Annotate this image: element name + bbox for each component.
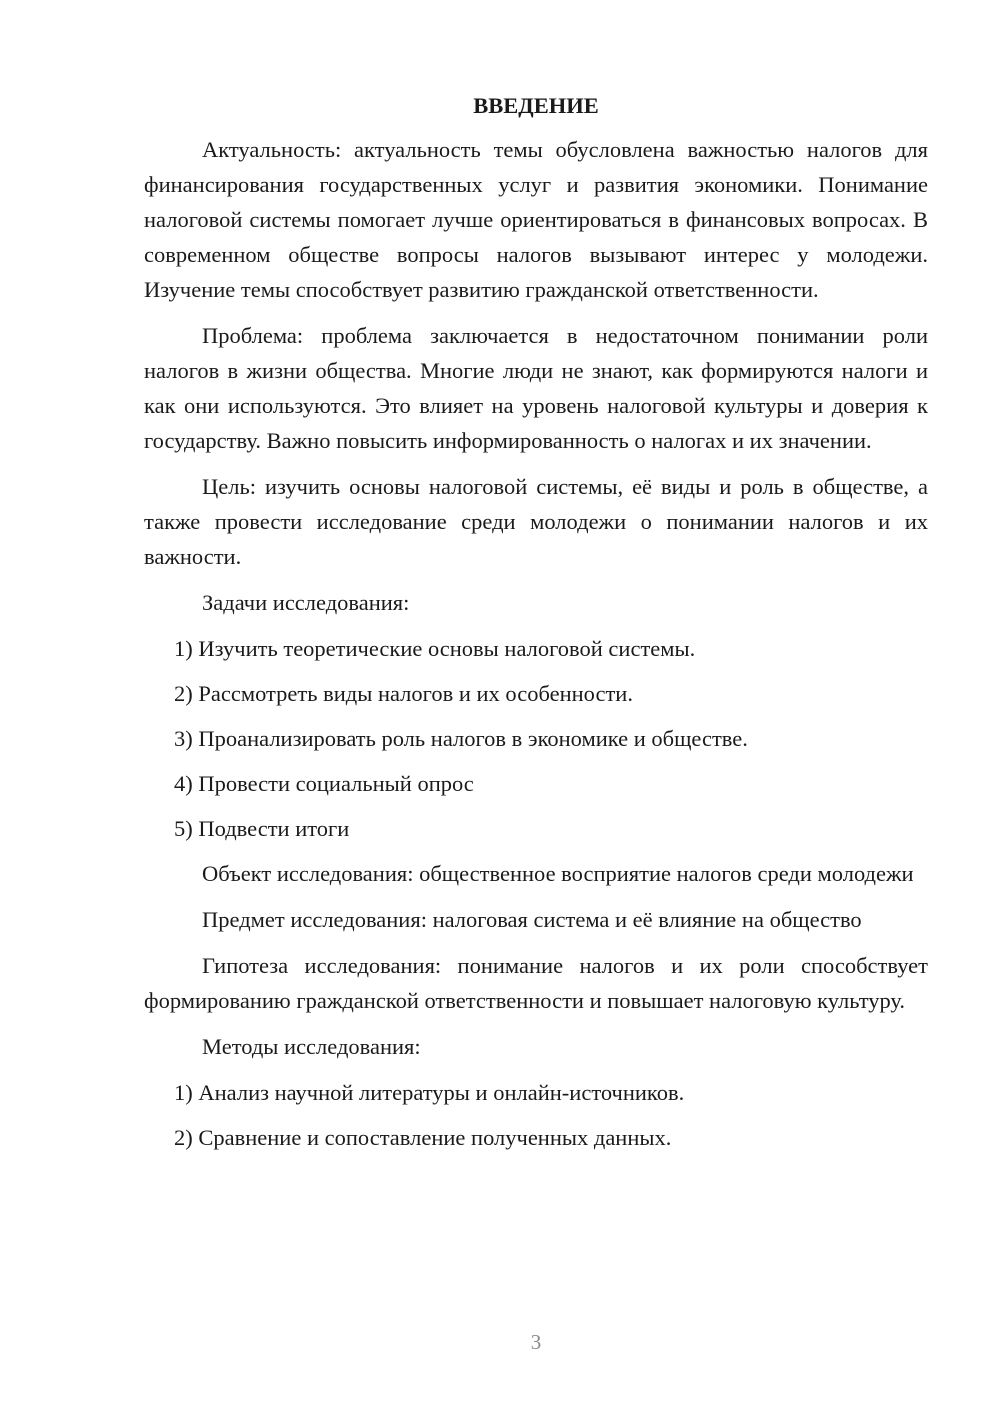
method-item: 1) Анализ научной литературы и онлайн-источников. [174,1080,685,1105]
task-item: 3) Проанализировать роль налогов в экономике и обществе. [174,726,748,751]
problem-paragraph: Проблема: проблема заключается в недостаточном понимании роли налогов в жизни общества. Многие люди не знают, как формируются налоги и как они используются. Это влияет на уровень налоговой культуры и доверия к государству. Важно повысить информированность о налогах и их значении. [144,323,928,453]
task-item: 4) Провести социальный опрос [174,771,474,796]
goal-paragraph: Цель: изучить основы налоговой системы, её виды и роль в обществе, а также провести исследование среди молодежи о понимании налогов и их важности. [144,474,928,569]
tasks-heading: Задачи исследования: [202,590,410,615]
task-item: 5) Подвести итоги [174,816,350,841]
methods-heading: Методы исследования: [202,1034,421,1059]
page-number: 3 [530,1330,542,1354]
section-title: ВВЕДЕНИЕ [473,93,599,118]
relevance-paragraph: Актуальность: актуальность темы обусловлена важностью налогов для финансирования государственных услуг и развития экономики. Понимание налоговой системы помогает лучше ориентироваться в финансовых вопросах. В современном обществе вопросы налогов вызывают интерес у молодежи. Изучение темы способствует развитию гражданской ответственности. [144,137,928,302]
object-paragraph: Объект исследования: общественное восприятие налогов среди молодежи [202,861,914,886]
method-item: 2) Сравнение и сопоставление полученных данных. [174,1125,672,1150]
page-content [144,90,928,1165]
subject-paragraph: Предмет исследования: налоговая система и её влияние на общество [202,907,862,932]
hypothesis-paragraph: Гипотеза исследования: понимание налогов и их роли способствует формированию гражданской ответственности и повышает налоговую культуру. [144,953,928,1013]
task-item: 1) Изучить теоретические основы налоговой системы. [174,636,696,661]
task-item: 2) Рассмотреть виды налогов и их особенности. [174,681,633,706]
